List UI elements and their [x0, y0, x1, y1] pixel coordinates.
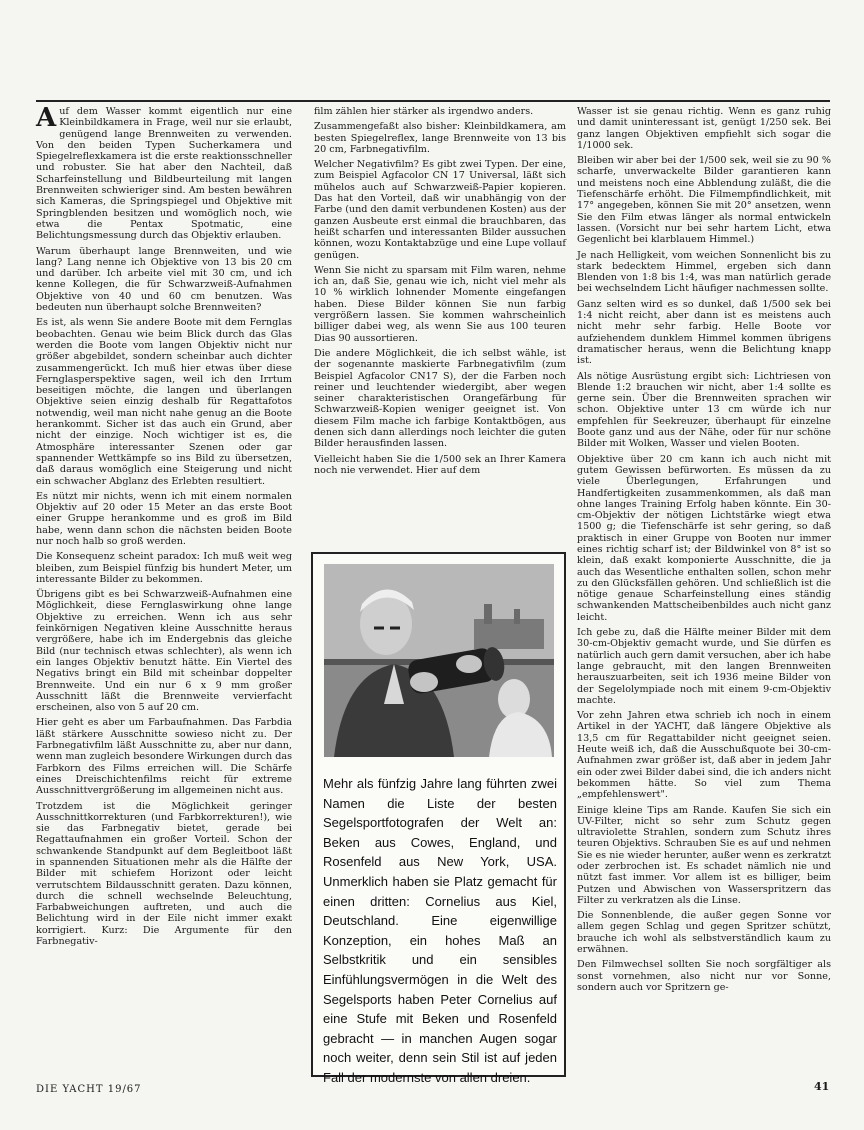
page-number: 41 [814, 1080, 830, 1093]
paragraph: Trotzdem ist die Möglichkeit geringer Ausschnittkorrekturen (und Farbkorrekturen!), wie sie das Farbnegativ bietet, gerade bei Regattaufnahmen ein großer Vorteil. Schon der schwankende Standpunkt auf dem Begleitboot läßt in spannenden Situationen mehr als die Hälfte der Bilder mit schiefem Horizont oder leicht verrutschtem Bildausschnitt geraten. Dazu können, durch die schnell wechselnde Beleuchtung, Farbabweichungen auftreten, und auch die Belichtung wird in der Eile nicht immer exakt korrigiert. Kurz: Die Argumente für den Farbnegativ- [36, 800, 292, 948]
text-column-1 [36, 103, 292, 951]
paragraph: Wasser ist sie genau richtig. Wenn es ganz ruhig und damit uninteressant ist, genügt 1/250 sek. Bei ganz langen Objektiven empfiehlt sich sogar die 1/1000 sek. [577, 106, 831, 151]
paragraph: Bleiben wir aber bei der 1/500 sek, weil sie zu 90 % scharfe, unverwackelte Bilder garantieren kann und meistens noch eine Abblendung zuläßt, die die Tiefenschärfe erhöht. Die Filmempfindlichkeit, mit 17° angegeben, können Sie mit 20° ansetzen, wenn Sie den Film etwas länger als normal entwickeln lassen. (Vorsicht nur bei sehr hartem Licht, etwa Gegenlicht bei klarblauem Himmel.) [577, 155, 831, 246]
text-column-2 [314, 106, 566, 480]
paragraph: Übrigens gibt es bei Schwarzweiß-Aufnahmen eine Möglichkeit, diese Fernglaswirkung ohne lange Objektive zu erreichen. Wenn ich aus sehr feinkörnigen Negativen kleine Ausschnitte heraus vergrößere, habe ich im Endergebnis das gleiche Bild (nur technisch etwas schlechter), als wenn ich ein langes Objektiv benutzt hätte. Ein Viertel des Negativs bringt ein Bild mit scheinbar doppelter Brennweite. Und ein nur 6 x 9 mm großer Ausschnitt läßt die Brennweite vervierfacht erscheinen, also von 5 auf 20 cm. [36, 589, 292, 714]
paragraph [36, 103, 292, 242]
header-rule [36, 100, 830, 102]
issue-footer: DIE YACHT 19/67 [36, 1084, 142, 1095]
paragraph: Hier geht es aber um Farbaufnahmen. Das Farbdia läßt stärkere Ausschnitte sowieso nicht zu. Der Farbnegativfilm läßt Ausschnitte zu, aber nur dann, wenn man zugleich besondere Wirkungen durch das Farbkorn des Films erreichen will. Die Schärfe eines Dreischichtenfilms reicht für extreme Ausschnittvergrößerung im allgemeinen nicht aus. [36, 717, 292, 797]
photographer-photo [324, 564, 554, 757]
drop-cap: A [36, 103, 57, 133]
paragraph: Vor zehn Jahren etwa schrieb ich noch in einem Artikel in der YACHT, daß längere Objektive als 13,5 cm für Regattabilder nicht geeignet seien. Heute weiß ich, daß die Ausschußquote bei 30-cm-Aufnahmen zwar größer ist, daß aber in jedem Jahr ein oder zwei Bilder dabei sind, die ich anders nicht bekommen hätte. So viel zum Thema „empfehlenswert". [577, 710, 831, 801]
paragraph: Es nützt mir nichts, wenn ich mit einem normalen Objektiv auf 20 oder 15 Meter an das erste Boot einer Gruppe herankomme und es groß im Bild habe, wenn dann schon die nächsten beiden Boote nur noch halb so groß werden. [36, 490, 292, 547]
paragraph: Wenn Sie nicht zu sparsam mit Film waren, nehme ich an, daß Sie, genau wie ich, nicht viel mehr als 10 % wirklich lohnender Momente eingefangen haben. Diese Bilder können Sie nun farbig vergrößern lassen. Sie kommen wahrscheinlich billiger dabei weg, als wenn Sie aus 100 teuren Dias 90 aussortieren. [314, 264, 566, 344]
paragraph: Ich gebe zu, daß die Hälfte meiner Bilder mit dem 30-cm-Objektiv gemacht wurde, und Sie dürfen es natürlich auch gern damit versuchen, aber ich habe lange gebraucht, mit den langen Brennweiten herauszuarbeiten, seit ich 1936 meine Bilder von der Segelolympiade noch mit einem 9-cm-Objektiv machte. [577, 627, 831, 706]
paragraph: film zählen hier stärker als irgendwo anders. [314, 106, 534, 117]
paragraph: Vielleicht haben Sie die 1/500 sek an Ihrer Kamera noch nie verwendet. Hier auf dem [314, 453, 566, 476]
paragraph-text: uf dem Wasser kommt eigentlich nur eine Kleinbildkamera in Frage, weil nur sie erlaubt, genügend lange Brennweiten zu verwenden. Von den beiden Typen Sucherkamera und Spiegelreflexkamera ist die erste reaktionsschneller und robuster. Sie hat aber den Nachteil, daß Scharfeinstellung und Bildbeurteilung mit langen Brennweiten schwieriger sind. Am besten bewähren sich Kameras, die Springspiegel und Objektive mit Springblenden besitzen und womöglich noch, wie etwa die Pentax Spotmatic, eine Belichtungsmessung durch das Objektiv erlauben. [36, 106, 292, 242]
paragraph: Die Sonnenblende, die außer gegen Sonne vor allem gegen Schlag und gegen Spritzer schützt, brauche ich wohl als selbstverständlich kaum zu erwähnen. [577, 910, 831, 956]
paragraph: Zusammengefaßt also bisher: Kleinbildkamera, am besten Spiegelreflex, lange Brennweite von 13 bis 20 cm, Farbnegativfilm. [314, 121, 566, 155]
photo-illustration [324, 564, 554, 757]
paragraph: Die andere Möglichkeit, die ich selbst wähle, ist der sogenannte maskierte Farbnegativfilm (zum Beispiel Agfacolor CN17 S), der die Farben noch reiner und leuchtender wiedergibt, aber wegen seiner charakteristischen Orangefärbung für Schwarzweiß-Kopien weniger geeignet ist. Von diesem Film mache ich farbige Kontaktbögen, aus denen sich dann allerdings noch leichter die guten Bilder herausfinden lassen. [314, 347, 566, 450]
paragraph: Einige kleine Tips am Rande. Kaufen Sie sich ein UV-Filter, nicht so sehr zum Schutz gegen ultraviolette Strahlen, sondern zum Schutz ihres teuren Objektivs. Schrauben Sie es auf und nehmen Sie es nie wieder herunter, außer wenn es zerkratzt oder zerbrochen ist. Es schadet nämlich nie und nützt fast immer. Vor allem ist es billiger, beim Putzen und Abwischen von Wasserspritzern das Filter zu verkratzen als die Linse. [577, 804, 831, 906]
paragraph: Objektive über 20 cm kann ich auch nicht mit gutem Gewissen befürworten. Es müssen da zu viele Überlegungen, Erfahrungen und Handfertigkeiten zusammenkommen, als daß man ohne langes Training Erfolg haben könnte. Ein 30-cm-Objektiv der nötigen Lichtstärke wiegt etwa 1500 g; die Tiefenschärfe ist sehr gering, so daß praktisch in einer Gruppe von Booten nur immer eines richtig scharf ist; der Bildwinkel von 8° ist so klein, daß exakt komponierte Ausschnitte, die ja auch das Wesentliche enthalten sollen, schon mehr zu den Glücksfällen gehören. Und schließlich ist die nötige genaue Scharfeinstellung eines ständig schwankenden Mattscheibenbildes auch nicht ganz leicht. [577, 453, 831, 623]
paragraph: Welcher Negativfilm? Es gibt zwei Typen. Der eine, zum Beispiel Agfacolor CN 17 Universal, läßt sich mühelos auch auf Schwarzweiß-Papier kopieren. Das hat den Vorteil, daß wir unabhängig von der Farbe (und den damit verbundenen Kosten) aus der ganzen Ausbeute erst einmal die brauchbaren, das heißt scharfen und interessanten Bilder aussuchen können, wozu Kontaktabzüge und eine Lupe vollauf genügen. [314, 159, 566, 261]
photo-caption-box [311, 552, 566, 1085]
photo-caption: Mehr als fünfzig Jahre lang führten zwei Namen die Liste der besten Segelsportfotografen der Welt an: Beken aus Cowes, England, und Rosenfeld aus New York, USA. Unmerklich haben sie Platz gemacht für einen dritten: Cornelius aus Kiel, Deutschland. Eine eigenwillige Konzeption, ein hohes Maß an Selbstkritik und ein sensibles Einfühlungsvermögen in die Welt des Segelsports haben Peter Cornelius auf eine Stufe mit Beken und Rosenfeld gebracht — in manchen Augen sogar noch weiter, denn sein Stil ist auf jeden Fall der modernste von allen dreien. [323, 776, 557, 1085]
paragraph: Die Konsequenz scheint paradox: Ich muß weit weg bleiben, zum Beispiel fünfzig bis hundert Meter, um interessante Bilder zu bekommen. [36, 551, 292, 585]
paragraph: Den Filmwechsel sollten Sie noch sorgfältiger als sonst vornehmen, also nicht nur vor Sonne, sondern auch vor Spritzern ge- [577, 959, 831, 993]
paragraph: Ganz selten wird es so dunkel, daß 1/500 sek bei 1:4 nicht reicht, aber dann ist es meistens auch nicht mehr sehr farbig. Helle Boote vor aufziehendem dunklem Himmel kommen übrigens dramatischer heraus, wenn die Belichtung knapp ist. [577, 298, 831, 367]
text-column-3 [577, 106, 831, 997]
paragraph: Als nötige Ausrüstung ergibt sich: Lichtriesen von Blende 1:2 brauchen wir nicht, aber 1:4 sollte es gerne sein. Über die Brennweiten sprachen wir schon. Objektive unter 13 cm würde ich nur empfehlen für Seekreuzer, überhaupt für einzelne Boote ganz und aus der Nähe, oder für nur schöne Bilder mit Wolken, Wasser und vielen Booten. [577, 370, 831, 450]
paragraph: Je nach Helligkeit, vom weichen Sonnenlicht bis zu stark bedecktem Himmel, ergeben sich dann Blenden von 1:8 bis 1:4, was man natürlich gerade bei wechselndem Licht häufiger nachmessen sollte. [577, 249, 831, 295]
paragraph: Es ist, als wenn Sie andere Boote mit dem Fernglas beobachten. Genau wie beim Blick durch das Glas werden die Boote vom langen Objektiv nicht nur größer abgebildet, sondern scheinbar auch dichter zusammengerückt. Ich muß hier etwas über diese Fernglasperspektive sagen, weil ich den Irrtum beseitigen möchte, die langen und überlangen Objektive seien einzig deshalb für Regattafotos notwendig, weil man nicht nahe genug an die Boote herankommt. Sicher ist das auch ein Grund, aber nicht der einzige. Noch wichtiger ist es, die Atmosphäre interessanter Szenen oder gar spannender Wettkämpfe so ins Bild zu übersetzen, daß daraus womöglich eine Steigerung und nicht ein schwacher Abglanz des Erlebten resultiert. [36, 317, 292, 487]
paragraph: Warum überhaupt lange Brennweiten, und wie lang? Lang nenne ich Objektive von 13 bis 20 cm und darüber. Ich arbeite viel mit 30 cm, und ich kenne Kollegen, die für Schwarzweiß-Aufnahmen Objektive von 40 und 60 cm benutzen. Was bedeuten nun überhaupt solche Brennweiten? [36, 245, 292, 314]
